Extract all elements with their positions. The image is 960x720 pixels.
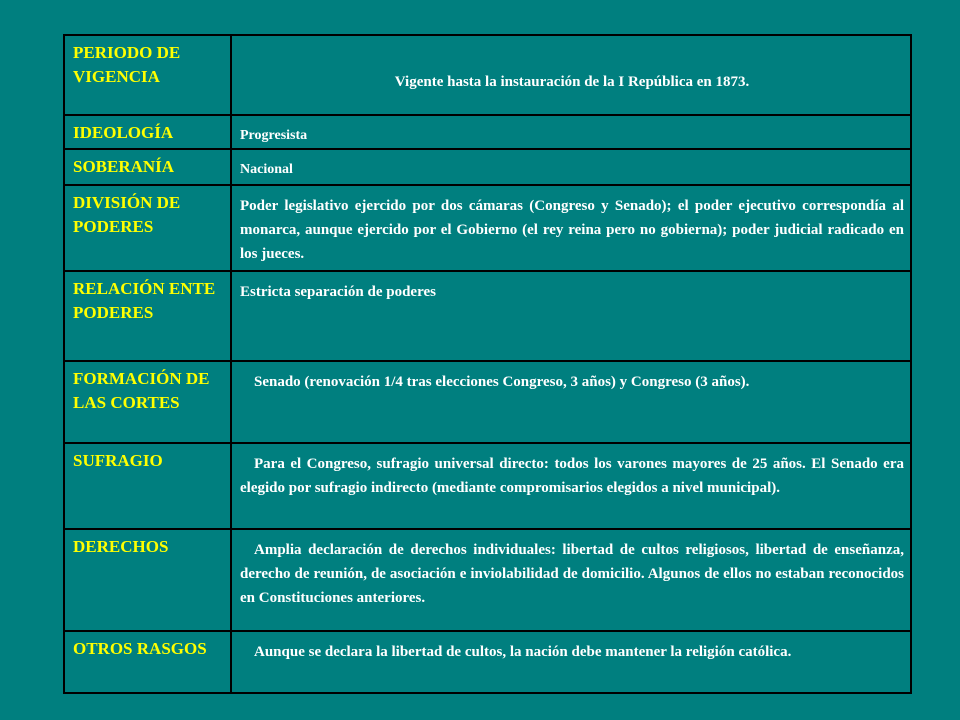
row-label-periodo: PERIODO DE VIGENCIA <box>64 35 231 115</box>
row-value-periodo: Vigente hasta la instauración de la I República en 1873. <box>231 35 911 115</box>
row-value-soberania: Nacional <box>231 149 911 185</box>
table-row-ideologia <box>64 115 911 149</box>
row-value-ideologia: Progresista <box>231 115 911 149</box>
row-value-formacion: Senado (renovación 1/4 tras elecciones Congreso, 3 años) y Congreso (3 años). <box>231 361 911 443</box>
table-row-division <box>64 185 911 271</box>
row-value-otros: Aunque se declara la libertad de cultos, la nación debe mantener la religión católica. <box>231 631 911 693</box>
row-label-division: DIVISIÓN DE PODERES <box>64 185 231 271</box>
table-row-relacion <box>64 271 911 361</box>
row-label-sufragio: SUFRAGIO <box>64 443 231 529</box>
row-value-sufragio: Para el Congreso, sufragio universal directo: todos los varones mayores de 25 años. El Senado era elegido por sufragio indirecto (mediante compromisarios elegidos a nivel municipal). <box>231 443 911 529</box>
row-label-soberania: SOBERANÍA <box>64 149 231 185</box>
table-row-formacion <box>64 361 911 443</box>
table-row-sufragio <box>64 443 911 529</box>
row-label-relacion: RELACIÓN ENTE PODERES <box>64 271 231 361</box>
table-row-soberania <box>64 149 911 185</box>
table-row-periodo <box>64 35 911 115</box>
table-row-derechos <box>64 529 911 631</box>
row-label-derechos: DERECHOS <box>64 529 231 631</box>
row-value-derechos: Amplia declaración de derechos individuales: libertad de cultos religiosos, libertad de enseñanza, derecho de reunión, de asociación e inviolabilidad de domicilio. Algunos de ellos no estaban reconocidos en Constituciones anteriores. <box>231 529 911 631</box>
row-label-formacion: FORMACIÓN DE LAS CORTES <box>64 361 231 443</box>
constitution-table <box>63 34 912 694</box>
row-label-otros: OTROS RASGOS <box>64 631 231 693</box>
row-label-ideologia: IDEOLOGÍA <box>64 115 231 149</box>
row-value-relacion: Estricta separación de poderes <box>231 271 911 361</box>
row-value-division: Poder legislativo ejercido por dos cámaras (Congreso y Senado); el poder ejecutivo correspondía al monarca, aunque ejercido por el Gobierno (el rey reina pero no gobierna); poder judicial radicado en los jueces. <box>231 185 911 271</box>
table-row-otros <box>64 631 911 693</box>
